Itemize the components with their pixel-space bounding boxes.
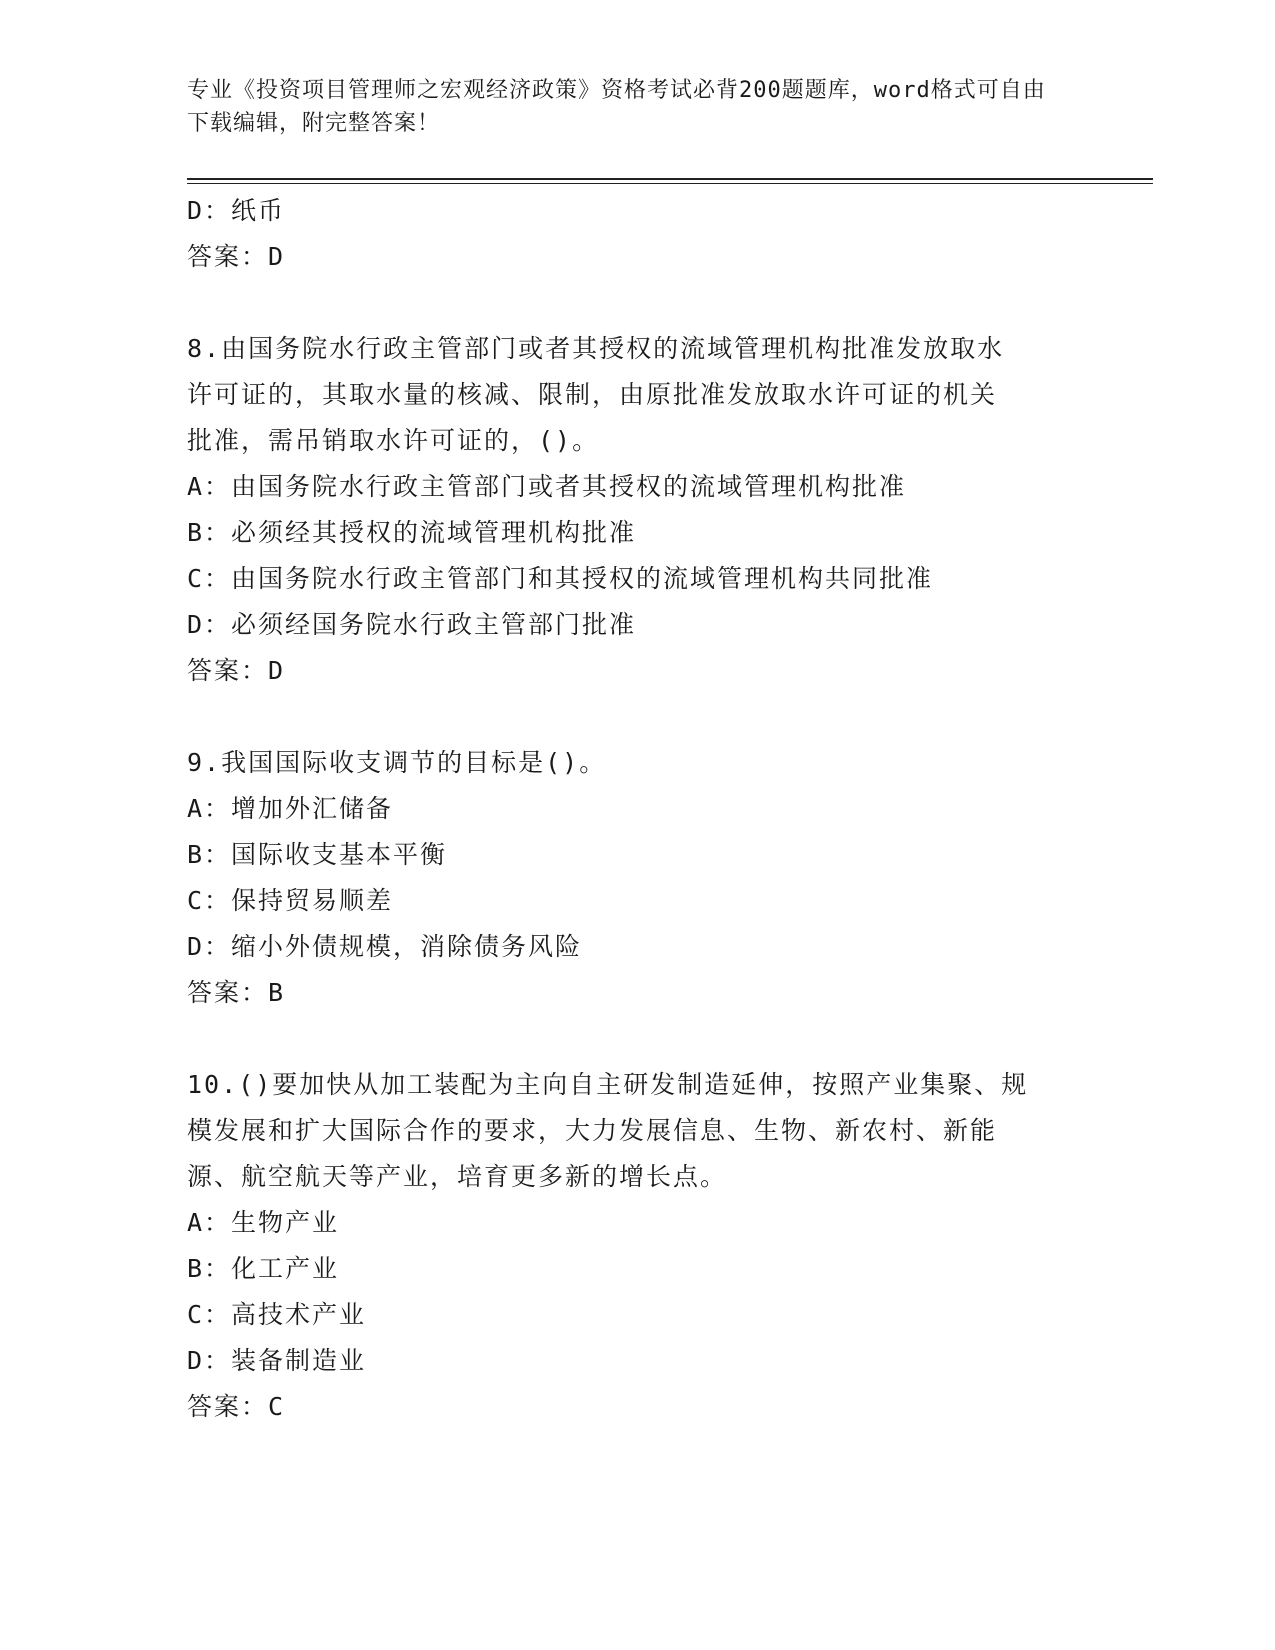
option-d: D：缩小外债规模，消除债务风险: [187, 932, 583, 961]
option-d: D：装备制造业: [187, 1346, 367, 1375]
option-a: A：由国务院水行政主管部门或者其授权的流域管理机构批准: [187, 472, 907, 501]
question-stem-line: 模发展和扩大国际合作的要求，大力发展信息、生物、新农村、新能: [187, 1116, 998, 1145]
spacer: [187, 694, 1087, 740]
question-stem-line: 8.由国务院水行政主管部门或者其授权的流域管理机构批准发放取水: [187, 334, 1005, 363]
question-stem-line: 源、航空航天等产业，培育更多新的增长点。: [187, 1162, 728, 1191]
option-b: B：化工产业: [187, 1254, 340, 1283]
option-c: C：高技术产业: [187, 1300, 367, 1329]
question-content: [187, 188, 1087, 1430]
option-a: A：增加外汇储备: [187, 794, 394, 823]
question-stem-line: 10.()要加快从加工装配为主向自主研发制造延伸，按照产业集聚、规: [187, 1070, 1029, 1099]
question-stem-line: 批准，需吊销取水许可证的，()。: [187, 426, 600, 455]
answer: 答案：B: [187, 978, 286, 1007]
question-9: [187, 740, 1087, 1016]
option-c: C：由国务院水行政主管部门和其授权的流域管理机构共同批准: [187, 564, 934, 593]
option-a: A：生物产业: [187, 1208, 340, 1237]
option-d: D：必须经国务院水行政主管部门批准: [187, 610, 637, 639]
header-divider-thin: [187, 183, 1153, 184]
answer: 答案：C: [187, 1392, 286, 1421]
option-b: B：必须经其授权的流域管理机构批准: [187, 518, 637, 547]
question-stem-line: 许可证的，其取水量的核减、限制，由原批准发放取水许可证的机关: [187, 380, 998, 409]
spacer: [187, 280, 1087, 326]
question-stem-line: 9.我国国际收支调节的目标是()。: [187, 748, 607, 777]
page-header: 专业《投资项目管理师之宏观经济政策》资格考试必背200题题库，word格式可自由下载编辑，附完整答案！: [187, 78, 1046, 136]
question-8: [187, 326, 1087, 694]
prev-answer: 答案：D: [187, 242, 286, 271]
header-divider-thick: [187, 178, 1153, 180]
option-c: C：保持贸易顺差: [187, 886, 394, 915]
option-b: B：国际收支基本平衡: [187, 840, 448, 869]
answer: 答案：D: [187, 656, 286, 685]
question-10: [187, 1062, 1087, 1430]
prev-option-d: D：纸币: [187, 196, 286, 225]
spacer: [187, 1016, 1087, 1062]
